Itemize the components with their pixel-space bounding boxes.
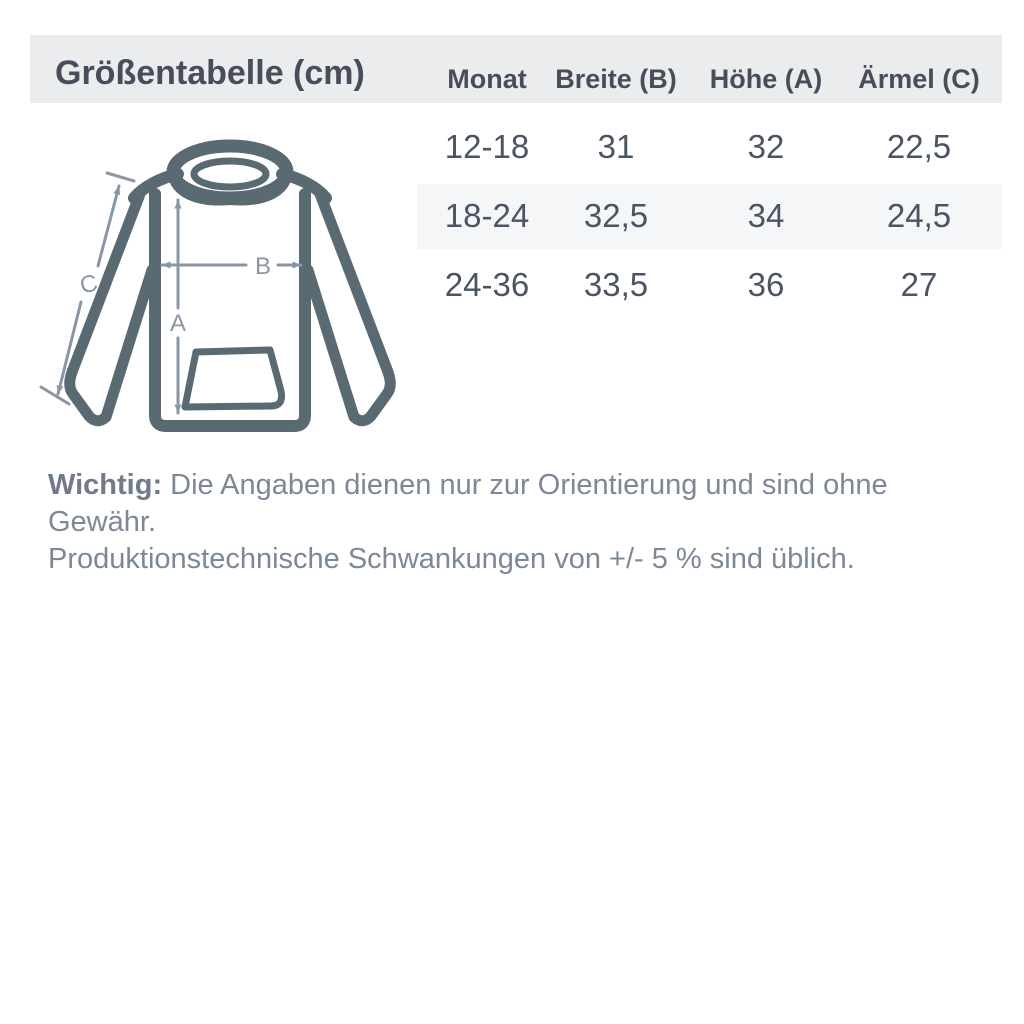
cell-row3-breite: 33,5 [583, 266, 649, 303]
cell-row1-aermel: 22,5 [886, 128, 952, 165]
disclaimer-line2: Produktionstechnische Schwankungen von +/- 5 % sind üblich. [48, 543, 855, 575]
dim-c-bottom-tick [41, 387, 69, 404]
dimension-b [162, 253, 301, 280]
hoodie-diagram [30, 130, 430, 460]
cell-row1-hoehe: 32 [747, 128, 785, 165]
column-header-hoehe: Höhe (A) [709, 64, 823, 94]
page-title: Größentabelle (cm) [55, 54, 365, 92]
column-header-breite: Breite (B) [555, 64, 677, 94]
dimension-a [170, 200, 186, 413]
dim-c-top-tick [107, 173, 134, 181]
cell-row3-monat: 24-36 [444, 266, 530, 303]
hood-inner-ring [194, 161, 266, 187]
cell-row3-hoehe: 36 [747, 266, 785, 303]
cell-row1-monat: 12-18 [444, 128, 530, 165]
cell-row2-monat: 18-24 [444, 197, 530, 234]
disclaimer-prefix: Wichtig: [48, 469, 163, 501]
cell-row1-breite: 31 [597, 128, 635, 165]
dim-label-a: A [169, 310, 187, 337]
disclaimer-note [48, 467, 978, 578]
dim-label-b: B [254, 253, 272, 280]
dim-label-c: C [77, 269, 101, 300]
disclaimer-line1: Die Angaben dienen nur zur Orientierung und sind ohne Gewähr. [48, 469, 888, 538]
hoodie-left-sleeve [70, 194, 152, 421]
cell-row3-aermel: 27 [900, 266, 938, 303]
kangaroo-pocket [185, 350, 282, 407]
cell-row2-aermel: 24,5 [886, 197, 952, 234]
column-header-aermel: Ärmel (C) [858, 64, 980, 94]
cell-row2-hoehe: 34 [747, 197, 785, 234]
hoodie-right-sleeve [308, 194, 390, 421]
column-header-monat: Monat [447, 64, 527, 94]
cell-row2-breite: 32,5 [583, 197, 649, 234]
